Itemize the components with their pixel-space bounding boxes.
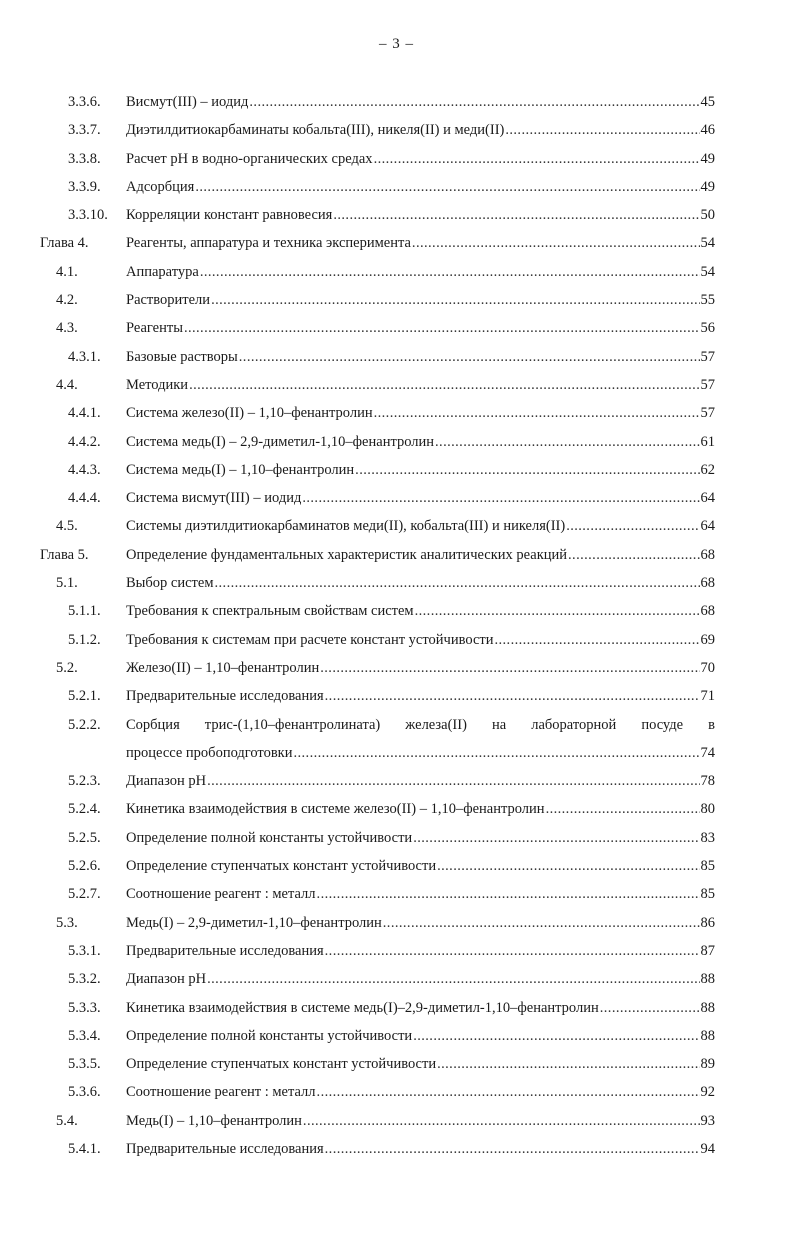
- toc-entry-title: Диапазон рН: [126, 773, 207, 790]
- toc-entry-page: 70: [700, 659, 715, 676]
- toc-entry-body: [126, 965, 715, 993]
- toc-entry-number: 4.4.2.: [68, 433, 101, 450]
- toc-entry-page: 55: [700, 292, 715, 309]
- toc-entry-page: 80: [700, 801, 715, 818]
- toc-entry-body: [126, 371, 715, 399]
- toc-entry-number: 3.3.6.: [68, 94, 101, 110]
- toc-entry-body: [126, 116, 715, 144]
- toc-entry-title: Медь(I) – 1,10–фенантролин: [126, 1112, 302, 1129]
- toc-entry-page: 56: [700, 320, 715, 337]
- toc-entry-number: 4.4.4.: [68, 490, 101, 507]
- toc-entry-number: 5.1.: [56, 575, 78, 592]
- dot-leader: [325, 937, 700, 965]
- toc-entry-body: [126, 343, 715, 371]
- toc-entry-title: Аппаратура: [126, 263, 199, 280]
- toc-entry: [0, 880, 793, 908]
- toc-entry-page: 87: [700, 942, 715, 959]
- toc-entry-title: Соотношение реагент : металл: [126, 1084, 316, 1101]
- toc-entry-body: [126, 541, 715, 569]
- toc-entry-page: 54: [700, 235, 715, 252]
- dot-leader: [317, 1078, 700, 1106]
- toc-entry: [0, 541, 793, 569]
- toc-entry: [0, 116, 793, 144]
- toc-entry: [0, 173, 793, 201]
- toc-entry: [0, 795, 793, 823]
- toc-entry-body: [126, 229, 715, 257]
- toc-entry-title: Система медь(I) – 2,9-диметил-1,10–фенантролин: [126, 433, 435, 450]
- toc-entry-page: 86: [700, 914, 715, 931]
- toc-entry-title-continued: процессе пробоподготовки: [126, 744, 293, 761]
- toc-entry-page: 71: [700, 688, 715, 705]
- toc-entry-title: Корреляции констант равновесия: [126, 207, 333, 224]
- toc-entry-title: Висмут(III) – иодид: [126, 94, 249, 110]
- toc-entry-page: 83: [700, 829, 715, 846]
- dot-leader: [355, 456, 699, 484]
- dot-leader: [413, 824, 699, 852]
- toc-entry: [0, 88, 793, 116]
- dot-leader: [302, 484, 699, 512]
- toc-entry-number: 5.2.7.: [68, 886, 101, 903]
- toc-entry-title: Предварительные исследования: [126, 1140, 324, 1157]
- toc-entry-body: [126, 852, 715, 880]
- toc-entry-title: Железо(II) – 1,10–фенантролин: [126, 659, 320, 676]
- toc-entry: [0, 399, 793, 427]
- toc-entry-number: 5.3.: [56, 914, 78, 931]
- dot-leader: [293, 739, 699, 767]
- toc-entry: [0, 314, 793, 342]
- toc-entry-page: 64: [700, 490, 715, 507]
- toc-entry-title: Диэтилдитиокарбаминаты кобальта(III), никеля(II) и меди(II): [126, 122, 505, 139]
- toc-entry-body: [126, 456, 715, 484]
- toc-entry: [0, 852, 793, 880]
- toc-entry-body: [126, 994, 715, 1022]
- dot-leader: [600, 994, 700, 1022]
- toc-entry-body: [126, 145, 715, 173]
- toc-entry: [0, 1050, 793, 1078]
- toc-entry-title: Выбор систем: [126, 575, 214, 592]
- toc-entry-body: [126, 484, 715, 512]
- dot-leader: [415, 597, 700, 625]
- toc-entry-page: 89: [700, 1056, 715, 1073]
- toc-entry-title: Кинетика взаимодействия в системе медь(I)–2,9-диметил-1,10–фенантролин: [126, 999, 599, 1016]
- dot-leader: [494, 626, 699, 654]
- toc-entry-page: 88: [700, 1027, 715, 1044]
- toc-entry-title: Предварительные исследования: [126, 688, 324, 705]
- toc-entry-title: Сорбция трис-(1,10–фенантролината) железа(II) на лабораторной посуде в: [126, 716, 715, 733]
- toc-entry-page: 85: [700, 858, 715, 875]
- toc-entry-number: 5.2.4.: [68, 801, 101, 818]
- toc-entry-page: 54: [700, 263, 715, 280]
- dot-leader: [325, 1135, 700, 1163]
- toc-entry-title: Кинетика взаимодействия в системе железо(II) – 1,10–фенантролин: [126, 801, 545, 818]
- toc-entry: [0, 428, 793, 456]
- dot-leader: [215, 569, 700, 597]
- toc-entry-page: 74: [700, 744, 715, 761]
- toc-entry-number: 3.3.9.: [68, 178, 101, 195]
- toc-entry-title: Реагенты, аппаратура и техника эксперимента: [126, 235, 411, 252]
- toc-entry: [0, 597, 793, 625]
- toc-entry-page: 68: [700, 575, 715, 592]
- toc-entry-title: Система висмут(III) – иодид: [126, 490, 302, 507]
- toc-entry-number: 5.3.6.: [68, 1084, 101, 1101]
- toc-entry: [0, 767, 793, 795]
- toc-entry-page: 49: [700, 178, 715, 195]
- dot-leader: [374, 399, 700, 427]
- dot-leader: [325, 682, 700, 710]
- toc-entry-number: 4.4.: [56, 376, 78, 393]
- toc-entry-page: 50: [700, 207, 715, 224]
- toc-entry-body: [126, 201, 715, 229]
- toc-entry-page: 45: [700, 94, 715, 110]
- dot-leader: [437, 852, 699, 880]
- toc-entry-page: 78: [700, 773, 715, 790]
- toc-entry: [0, 512, 793, 540]
- toc-entry-page: 68: [700, 546, 715, 563]
- toc-entry-body: [126, 711, 715, 768]
- toc-entry-body: [126, 1107, 715, 1135]
- toc-entry-body: [126, 824, 715, 852]
- toc-entry-number: 5.2.3.: [68, 773, 101, 790]
- toc-entry-page: 85: [700, 886, 715, 903]
- toc-entry-title: Соотношение реагент : металл: [126, 886, 316, 903]
- toc-entry: [0, 937, 793, 965]
- toc-entry-title: Адсорбция: [126, 178, 195, 195]
- toc-entry-number: 4.4.1.: [68, 405, 101, 422]
- toc-entry: [0, 654, 793, 682]
- toc-entry-body: [126, 569, 715, 597]
- toc-entry: [0, 286, 793, 314]
- toc-entry-body: [126, 512, 715, 540]
- toc-entry-title: Расчет рН в водно-органических средах: [126, 150, 373, 167]
- toc-entry: [0, 145, 793, 173]
- toc-entry-number: 3.3.7.: [68, 122, 101, 139]
- toc-entry-number: 4.5.: [56, 518, 78, 535]
- toc-entry-page: 62: [700, 461, 715, 478]
- toc-entry-number: 5.3.1.: [68, 942, 101, 959]
- dot-leader: [435, 428, 699, 456]
- toc-entry-number: 5.2.1.: [68, 688, 101, 705]
- toc-entry-page: 68: [700, 603, 715, 620]
- toc-entry-number: 5.2.: [56, 659, 78, 676]
- toc-entry-number: 5.3.2.: [68, 971, 101, 988]
- toc-entry-body: [126, 767, 715, 795]
- toc-entry-title: Определение фундаментальных характеристик аналитических реакций: [126, 546, 568, 563]
- dot-leader: [184, 314, 700, 342]
- toc-entry: [0, 569, 793, 597]
- dot-leader: [200, 258, 700, 286]
- toc-entry-number: 5.4.: [56, 1112, 78, 1129]
- toc-entry: [0, 456, 793, 484]
- toc-entry: [0, 371, 793, 399]
- toc-entry-number: 4.4.3.: [68, 461, 101, 478]
- toc-entry-page: 93: [700, 1112, 715, 1129]
- dot-leader: [317, 880, 700, 908]
- toc-entry: [0, 1107, 793, 1135]
- dot-leader: [568, 541, 699, 569]
- toc-entry-body: [126, 428, 715, 456]
- toc-entry-page: 46: [700, 122, 715, 139]
- dot-leader: [566, 512, 699, 540]
- toc-entry-page: 92: [700, 1084, 715, 1101]
- dot-leader: [413, 1022, 699, 1050]
- dot-leader: [303, 1107, 700, 1135]
- toc-entry-title: Реагенты: [126, 320, 183, 337]
- toc-entry-page: 64: [700, 518, 715, 535]
- table-of-contents: [0, 88, 793, 1163]
- toc-entry-page: 61: [700, 433, 715, 450]
- toc-entry-page: 49: [700, 150, 715, 167]
- toc-entry-title: Определение полной константы устойчивости: [126, 829, 413, 846]
- toc-entry-number: 4.3.: [56, 320, 78, 337]
- toc-entry-title: Методики: [126, 376, 189, 393]
- toc-entry-number: 5.2.6.: [68, 858, 101, 875]
- toc-entry: [0, 201, 793, 229]
- dot-leader: [437, 1050, 699, 1078]
- toc-entry-number: 4.1.: [56, 263, 78, 280]
- toc-entry-page: 69: [700, 631, 715, 648]
- dot-leader: [320, 654, 699, 682]
- toc-entry-body: [126, 880, 715, 908]
- page-number: – 3 –: [379, 36, 414, 52]
- toc-entry: [0, 484, 793, 512]
- toc-entry-title: Система железо(II) – 1,10–фенантролин: [126, 405, 373, 422]
- toc-entry-body: [126, 88, 715, 116]
- toc-entry-number: 5.3.5.: [68, 1056, 101, 1073]
- dot-leader: [195, 173, 699, 201]
- toc-entry-number: 5.3.4.: [68, 1027, 101, 1044]
- dot-leader: [505, 116, 699, 144]
- toc-entry: [0, 343, 793, 371]
- toc-entry-number: 5.1.2.: [68, 631, 101, 648]
- toc-entry-body: [126, 1050, 715, 1078]
- dot-leader: [546, 795, 700, 823]
- toc-entry-title: Диапазон рН: [126, 971, 207, 988]
- toc-entry-page: 88: [700, 971, 715, 988]
- dot-leader: [207, 767, 699, 795]
- toc-entry-title: Система медь(I) – 1,10–фенантролин: [126, 461, 355, 478]
- toc-entry: [0, 824, 793, 852]
- dot-leader: [189, 371, 699, 399]
- toc-entry-body: [126, 258, 715, 286]
- toc-entry-title: Определение ступенчатых констант устойчивости: [126, 1056, 437, 1073]
- toc-entry-number: Глава 4.: [40, 235, 89, 252]
- toc-entry-body: [126, 626, 715, 654]
- toc-entry: [0, 711, 793, 768]
- dot-leader: [249, 88, 699, 116]
- toc-entry-page: 57: [700, 348, 715, 365]
- toc-entry-number: Глава 5.: [40, 546, 89, 563]
- toc-entry: [0, 965, 793, 993]
- toc-entry-body: [126, 314, 715, 342]
- toc-entry-number: 5.4.1.: [68, 1140, 101, 1157]
- dot-leader: [239, 343, 700, 371]
- toc-entry-body: [126, 909, 715, 937]
- toc-entry-body: [126, 173, 715, 201]
- toc-entry-title: Определение полной константы устойчивости: [126, 1027, 413, 1044]
- toc-entry-number: 5.1.1.: [68, 603, 101, 620]
- toc-entry-number: 4.3.1.: [68, 348, 101, 365]
- toc-entry-body: [126, 937, 715, 965]
- toc-entry-page: 94: [700, 1140, 715, 1157]
- toc-entry: [0, 229, 793, 257]
- toc-entry-body: [126, 795, 715, 823]
- toc-entry-body: [126, 1022, 715, 1050]
- toc-entry-body: [126, 1135, 715, 1163]
- toc-entry: [0, 1078, 793, 1106]
- toc-entry-title: Системы диэтилдитиокарбаминатов меди(II), кобальта(III) и никеля(II): [126, 518, 566, 535]
- toc-entry-title: Требования к системам при расчете констант устойчивости: [126, 631, 494, 648]
- toc-entry-body: [126, 399, 715, 427]
- toc-entry-body: [126, 682, 715, 710]
- toc-entry-body: [126, 1078, 715, 1106]
- toc-entry: [0, 994, 793, 1022]
- toc-entry-page: 57: [700, 376, 715, 393]
- toc-entry-body: [126, 286, 715, 314]
- toc-entry-title: Определение ступенчатых констант устойчивости: [126, 858, 437, 875]
- toc-entry-number: 3.3.8.: [68, 150, 101, 167]
- toc-entry: [0, 909, 793, 937]
- toc-entry-title: Базовые растворы: [126, 348, 238, 365]
- toc-entry-number: 3.3.10.: [68, 207, 108, 224]
- dot-leader: [412, 229, 700, 257]
- toc-entry-number: 5.2.2.: [68, 716, 101, 733]
- toc-entry-page: 88: [700, 999, 715, 1016]
- dot-leader: [333, 201, 699, 229]
- toc-entry-number: 5.2.5.: [68, 829, 101, 846]
- toc-entry-title: Требования к спектральным свойствам систем: [126, 603, 414, 620]
- toc-entry-number: 4.2.: [56, 292, 78, 309]
- toc-entry-body: [126, 597, 715, 625]
- toc-entry-page: 57: [700, 405, 715, 422]
- toc-entry: [0, 626, 793, 654]
- toc-entry-title: Растворители: [126, 292, 211, 309]
- toc-entry-body: [126, 654, 715, 682]
- toc-entry: [0, 258, 793, 286]
- toc-entry: [0, 1022, 793, 1050]
- toc-entry: [0, 682, 793, 710]
- dot-leader: [207, 965, 699, 993]
- dot-leader: [211, 286, 699, 314]
- toc-entry-title: Медь(I) – 2,9-диметил-1,10–фенантролин: [126, 914, 382, 931]
- toc-entry-title: Предварительные исследования: [126, 942, 324, 959]
- toc-entry-number: 5.3.3.: [68, 999, 101, 1016]
- dot-leader: [374, 145, 700, 173]
- toc-entry: [0, 1135, 793, 1163]
- dot-leader: [383, 909, 700, 937]
